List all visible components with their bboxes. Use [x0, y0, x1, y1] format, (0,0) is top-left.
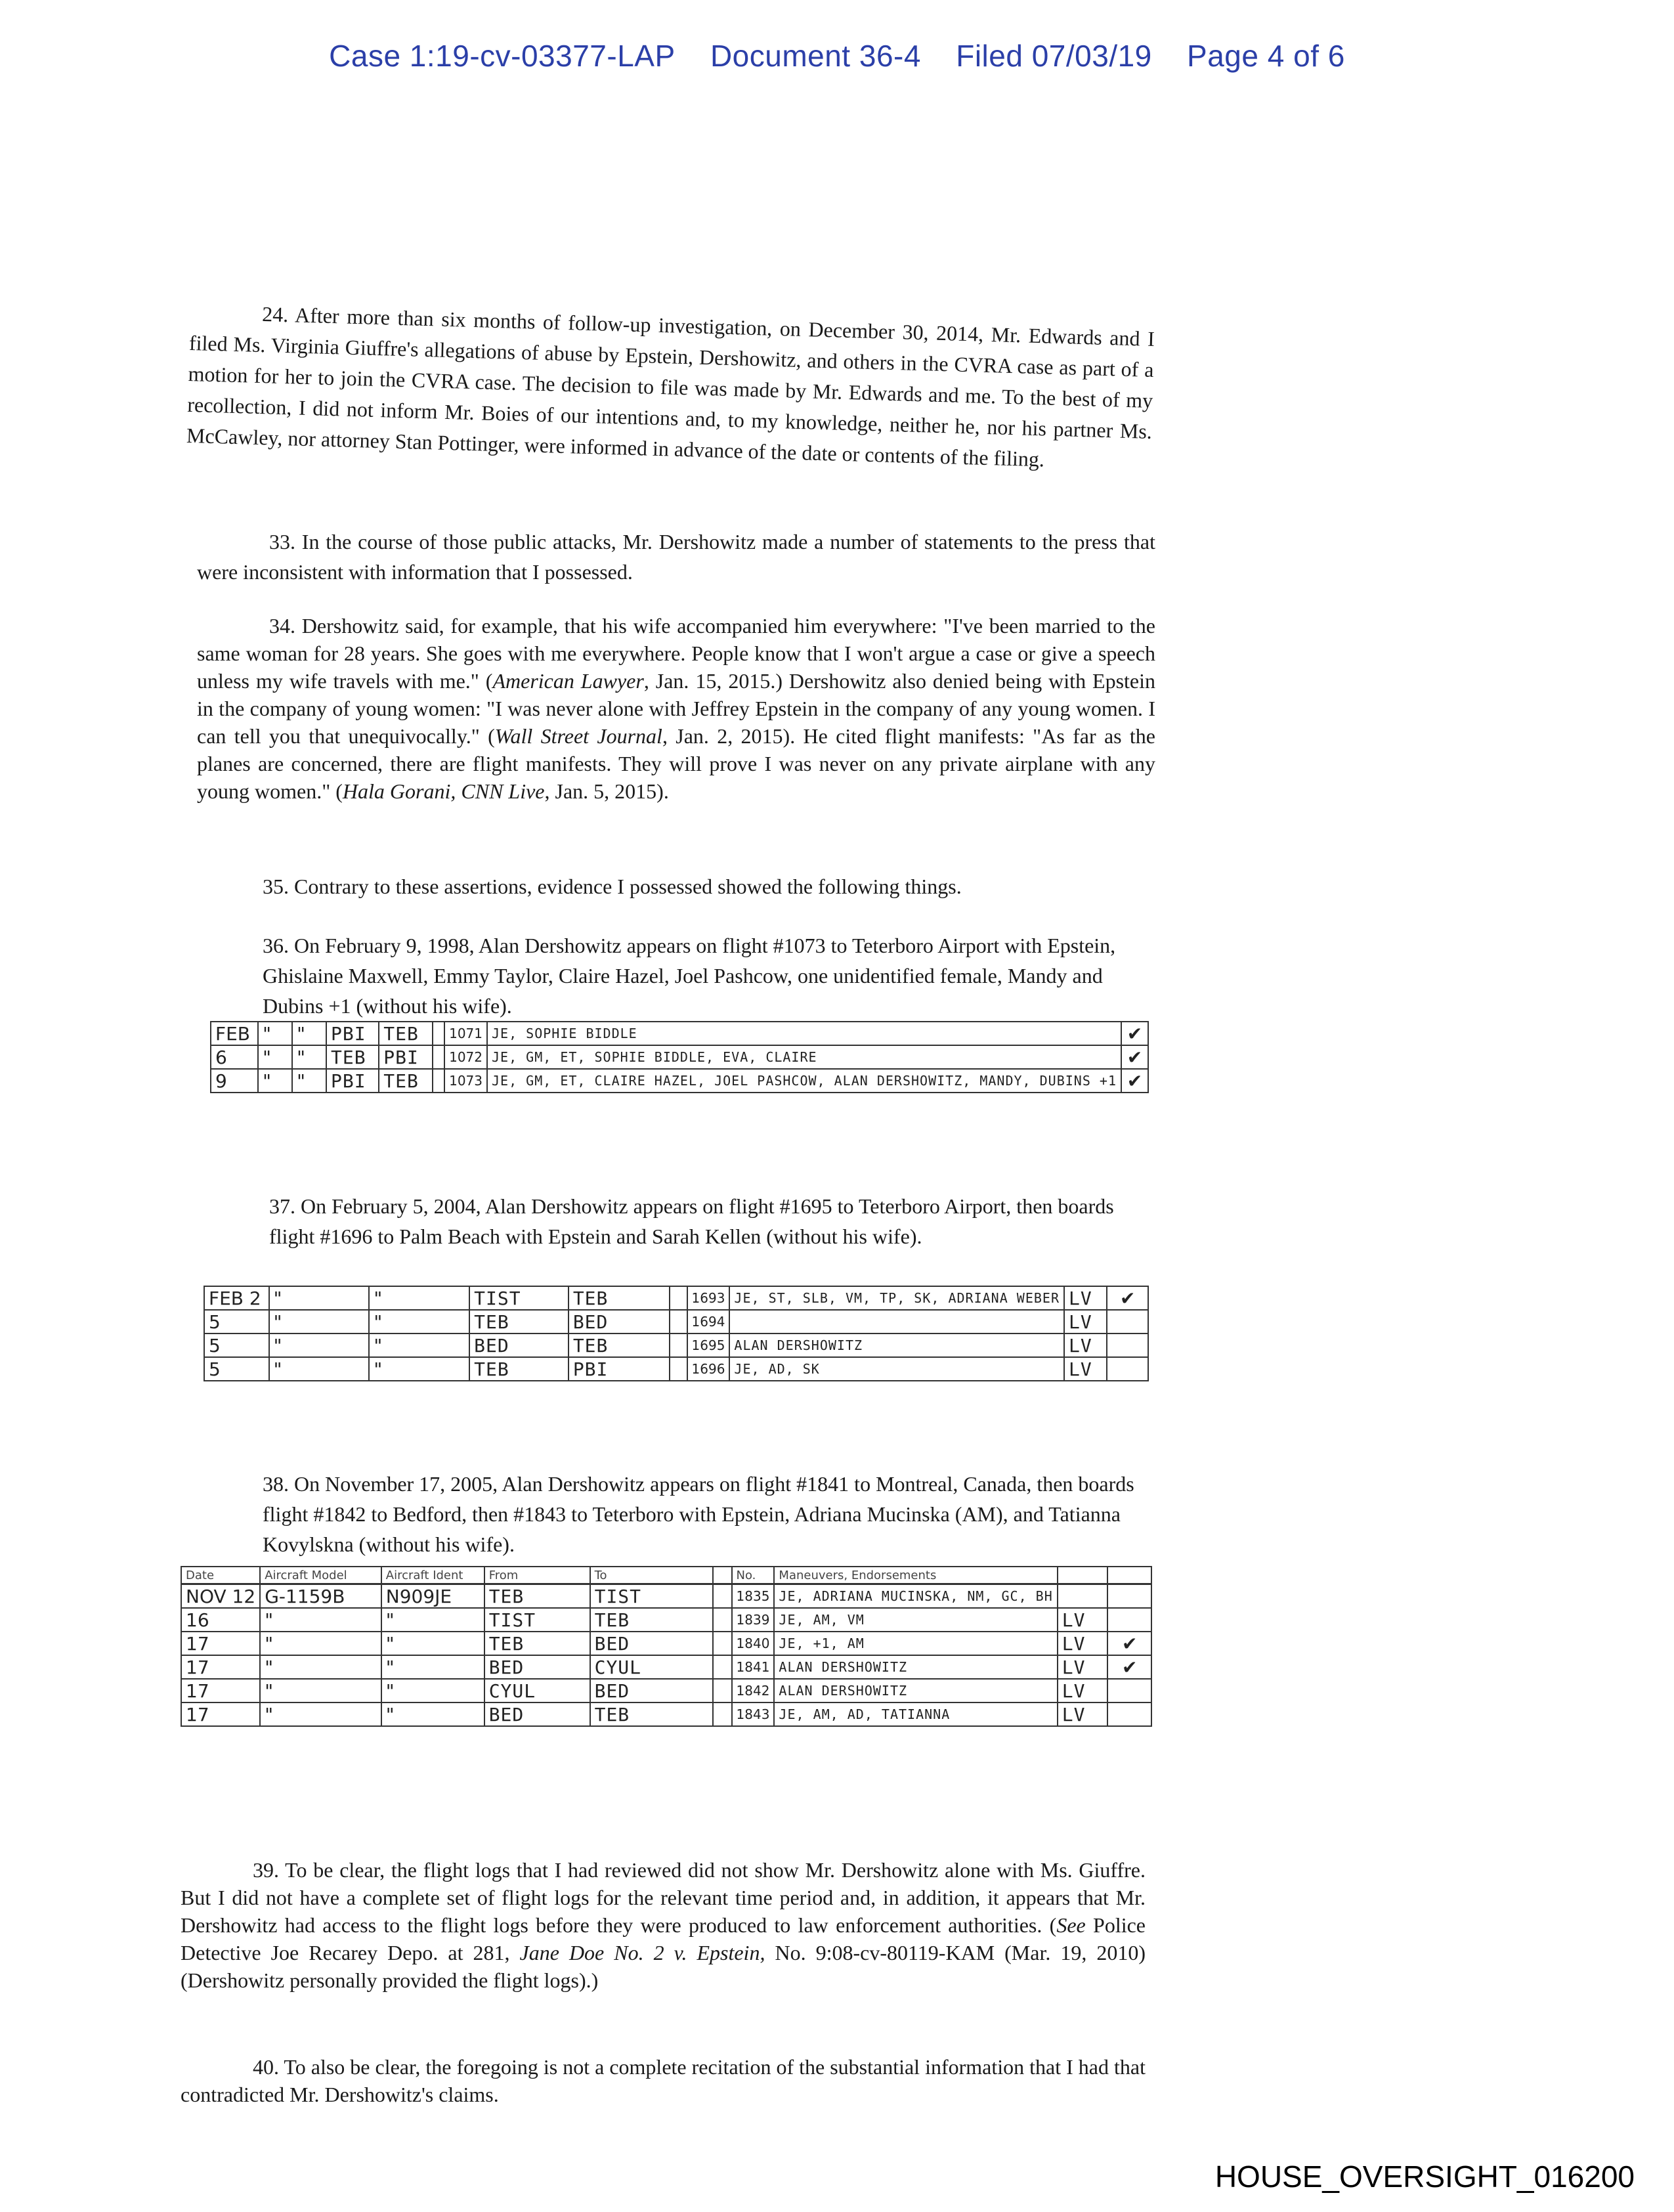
cell-passengers: JE, ADRIANA MUCINSKA, NM, GC, BH	[774, 1584, 1057, 1609]
cell-date: 17	[181, 1632, 260, 1655]
cell-check-mark	[1107, 1334, 1148, 1357]
paragraph-36: 36. On February 9, 1998, Alan Dershowitz appears on flight #1073 to Teterboro Airport with Epstein, Ghislaine Maxwell, Emmy Taylor, Claire Hazel, Joel Pashcow, one unidentified female, Mandy and Dubins +1 (without his wife).	[263, 934, 1116, 1018]
cell-spacer	[713, 1702, 731, 1726]
cell-aircraft-ident: "	[369, 1286, 469, 1310]
paragraph-33: 33. In the course of those public attacks, Mr. Dershowitz made a number of statements to the press that were inconsistent with information that I possessed.	[197, 530, 1155, 584]
header-date: Date	[181, 1567, 260, 1584]
table-row	[181, 1584, 1151, 1609]
cell-from: TEB	[469, 1310, 569, 1334]
cell-check-mark: ✔	[1107, 1286, 1148, 1310]
table-row	[181, 1702, 1151, 1726]
paragraph-34: 34. Dershowitz said, for example, that his wife accompanied him everywhere: "I've been married to the same woman for 28 years. She goes with me everywhere. People know that I won't argue a case or give a speech unless my wife travels with me." (American Lawyer, Jan. 15, 2015.) Dershowitz also denied being with Epstein in the company of young women: "I was never alone with Jeffrey Epstein in the company of any young women. I can tell you that unequivocally." (Wall Street Journal, Jan. 2, 2015). He cited flight manifests: "As far as the planes are concerned, there are flight manifests. They will prove I was never on any private airplane with any young women." (Hala Gorani, CNN Live, Jan. 5, 2015).	[197, 614, 1156, 803]
cell-aircraft-model: "	[258, 1022, 292, 1045]
cell-passengers: JE, AM, VM	[774, 1608, 1057, 1632]
cell-spacer	[433, 1045, 444, 1069]
cell-from: BED	[484, 1655, 590, 1679]
cell-flight-number: 1843	[732, 1702, 775, 1726]
cell-check-mark	[1107, 1679, 1151, 1702]
cell-check-mark	[1107, 1702, 1151, 1726]
cell-passengers: JE, SOPHIE BIDDLE	[487, 1022, 1121, 1045]
table-row	[204, 1310, 1148, 1334]
cell-aircraft-model: "	[258, 1069, 292, 1093]
table-row	[204, 1334, 1148, 1357]
cell-spacer	[670, 1357, 687, 1381]
cell-aircraft-ident: "	[381, 1608, 484, 1632]
cell-date: 5	[204, 1334, 269, 1357]
cell-to: BED	[590, 1679, 714, 1702]
cell-flight-number: 1694	[687, 1310, 730, 1334]
cell-check-mark: ✔	[1121, 1045, 1148, 1069]
flight-log-1998	[210, 1021, 1149, 1093]
cell-code: LV	[1064, 1310, 1107, 1334]
cell-passengers: JE, AD, SK	[729, 1357, 1064, 1381]
cell-to: TIST	[590, 1584, 714, 1609]
cell-spacer	[670, 1310, 687, 1334]
cell-aircraft-model: "	[260, 1655, 381, 1679]
table-row	[204, 1286, 1148, 1310]
cell-aircraft-model: "	[269, 1286, 370, 1310]
cell-spacer	[670, 1286, 687, 1310]
cell-to: TEB	[569, 1334, 670, 1357]
cell-aircraft-ident: "	[292, 1069, 326, 1093]
table-row	[211, 1045, 1148, 1069]
cell-passengers: ALAN DERSHOWITZ	[774, 1679, 1057, 1702]
cell-code: LV	[1058, 1608, 1108, 1632]
cell-flight-number: 1696	[687, 1357, 730, 1381]
cell-passengers: JE, +1, AM	[774, 1632, 1057, 1655]
cell-date: 16	[181, 1608, 260, 1632]
cell-aircraft-model: "	[258, 1045, 292, 1069]
document-number: Document 36-4	[710, 39, 921, 73]
cell-flight-number: 1835	[732, 1584, 775, 1609]
cell-from: CYUL	[484, 1679, 590, 1702]
table-row	[181, 1679, 1151, 1702]
cell-flight-number: 1695	[687, 1334, 730, 1357]
cell-spacer	[713, 1608, 731, 1632]
cell-code	[1058, 1584, 1108, 1609]
flight-log-2005	[181, 1566, 1152, 1727]
cell-flight-number: 1841	[732, 1655, 775, 1679]
cell-passengers	[729, 1310, 1064, 1334]
cell-passengers: ALAN DERSHOWITZ	[729, 1334, 1064, 1357]
cell-aircraft-ident: "	[369, 1310, 469, 1334]
cell-date: NOV 12	[181, 1584, 260, 1609]
cell-date: 17	[181, 1679, 260, 1702]
cell-flight-number: 1839	[732, 1608, 775, 1632]
cell-from: PBI	[326, 1069, 379, 1093]
bates-number: HOUSE_OVERSIGHT_016200	[1214, 2159, 1635, 2194]
cell-aircraft-ident: "	[292, 1045, 326, 1069]
cell-to: TEB	[590, 1608, 714, 1632]
cell-aircraft-model: "	[260, 1632, 381, 1655]
cell-check-mark	[1107, 1584, 1151, 1609]
cell-code: LV	[1064, 1334, 1107, 1357]
cell-check-mark	[1107, 1608, 1151, 1632]
cell-from: PBI	[326, 1022, 379, 1045]
cell-passengers: JE, GM, ET, SOPHIE BIDDLE, EVA, CLAIRE	[487, 1045, 1121, 1069]
cell-from: BED	[469, 1334, 569, 1357]
cell-code: LV	[1064, 1357, 1107, 1381]
cell-date: FEB	[211, 1022, 258, 1045]
page-number: Page 4 of 6	[1187, 39, 1345, 73]
cell-date: 9	[211, 1069, 258, 1093]
header-from: From	[484, 1567, 590, 1584]
table-row	[211, 1022, 1148, 1045]
cell-date: 5	[204, 1310, 269, 1334]
paragraph-35: 35. Contrary to these assertions, evidence I possessed showed the following things.	[263, 875, 962, 898]
case-header	[0, 38, 1674, 74]
cell-from: BED	[484, 1702, 590, 1726]
cell-spacer	[713, 1632, 731, 1655]
cell-flight-number: 1073	[444, 1069, 487, 1093]
cell-passengers: JE, GM, ET, CLAIRE HAZEL, JOEL PASHCOW, ALAN DERSHOWITZ, MANDY, DUBINS +1	[487, 1069, 1121, 1093]
cell-aircraft-model: "	[260, 1702, 381, 1726]
cell-flight-number: 1842	[732, 1679, 775, 1702]
cell-passengers: JE, AM, AD, TATIANNA	[774, 1702, 1057, 1726]
cell-to: BED	[569, 1310, 670, 1334]
table-row	[181, 1632, 1151, 1655]
table-header-row	[181, 1567, 1151, 1584]
header-to: To	[590, 1567, 714, 1584]
cell-to: CYUL	[590, 1655, 714, 1679]
cell-date: 17	[181, 1655, 260, 1679]
header-model: Aircraft Model	[260, 1567, 381, 1584]
paragraph-37: 37. On February 5, 2004, Alan Dershowitz appears on flight #1695 to Teterboro Airport, then boards flight #1696 to Palm Beach with Epstein and Sarah Kellen (without his wife).	[269, 1194, 1114, 1248]
header-ident: Aircraft Ident	[381, 1567, 484, 1584]
cell-from: TIST	[484, 1608, 590, 1632]
cell-aircraft-ident: "	[381, 1702, 484, 1726]
cell-check-mark: ✔	[1107, 1655, 1151, 1679]
paragraph-38: 38. On November 17, 2005, Alan Dershowitz appears on flight #1841 to Montreal, Canada, then boards flight #1842 to Bedford, then #1843 to Teterboro with Epstein, Adriana Mucinska (AM), and Tatianna Kovylskna (without his wife).	[263, 1472, 1134, 1556]
flight-log-2004	[204, 1286, 1149, 1381]
cell-date: 6	[211, 1045, 258, 1069]
header-no: No.	[732, 1567, 775, 1584]
table-row	[181, 1608, 1151, 1632]
cell-code: LV	[1064, 1286, 1107, 1310]
cell-aircraft-model: "	[260, 1608, 381, 1632]
cell-to: TEB	[379, 1022, 433, 1045]
cell-date: 17	[181, 1702, 260, 1726]
cell-check-mark: ✔	[1121, 1022, 1148, 1045]
cell-from: TEB	[469, 1357, 569, 1381]
cell-aircraft-model: "	[269, 1334, 370, 1357]
cell-date: 5	[204, 1357, 269, 1381]
cell-from: TEB	[484, 1584, 590, 1609]
cell-check-mark: ✔	[1121, 1069, 1148, 1093]
cell-from: TIST	[469, 1286, 569, 1310]
cell-to: TEB	[379, 1069, 433, 1093]
cell-aircraft-ident: "	[292, 1022, 326, 1045]
cell-check-mark	[1107, 1310, 1148, 1334]
cell-flight-number: 1840	[732, 1632, 775, 1655]
cell-from: TEB	[484, 1632, 590, 1655]
paragraph-24: 24. After more than six months of follow-up investigation, on December 30, 2014, Mr. Edwards and I filed Ms. Virginia Giuffre's allegations of abuse by Epstein, Dershowitz, and others in the CVRA case as part of a motion for her to join the CVRA case. The decision to file was made by Mr. Edwards and me. To the best of my recollection, I did not inform Mr. Boies of our intentions and, to my knowledge, neither he, nor his partner Ms. McCawley, nor attorney Stan Pottinger, were informed in advance of the date or contents of the filing.	[186, 302, 1155, 471]
table-row	[181, 1655, 1151, 1679]
cell-check-mark: ✔	[1107, 1632, 1151, 1655]
cell-spacer	[670, 1334, 687, 1357]
cell-aircraft-ident: "	[381, 1679, 484, 1702]
header-pax: Maneuvers, Endorsements	[774, 1567, 1057, 1584]
cell-date: FEB 2	[204, 1286, 269, 1310]
cell-spacer	[433, 1069, 444, 1093]
cell-spacer	[433, 1022, 444, 1045]
table-row	[204, 1357, 1148, 1381]
cell-code: LV	[1058, 1632, 1108, 1655]
cell-to: BED	[590, 1632, 714, 1655]
cell-code: LV	[1058, 1655, 1108, 1679]
cell-flight-number: 1072	[444, 1045, 487, 1069]
cell-to: PBI	[569, 1357, 670, 1381]
cell-from: TEB	[326, 1045, 379, 1069]
cell-spacer	[713, 1584, 731, 1609]
cell-check-mark	[1107, 1357, 1148, 1381]
cell-flight-number: 1693	[687, 1286, 730, 1310]
filed-date: Filed 07/03/19	[956, 39, 1152, 73]
cell-spacer	[713, 1655, 731, 1679]
cell-spacer	[713, 1679, 731, 1702]
cell-aircraft-ident: "	[381, 1632, 484, 1655]
paragraph-39: 39. To be clear, the flight logs that I had reviewed did not show Mr. Dershowitz alone with Ms. Giuffre. But I did not have a complete set of flight logs for the relevant time period and, in addition, it appears that Mr. Dershowitz had access to the flight logs before they were produced to law enforcement authorities. (See Police Detective Joe Recarey Depo. at 281, Jane Doe No. 2 v. Epstein, No. 9:08-cv-80119-KAM (Mar. 19, 2010) (Dershowitz personally provided the flight logs).)	[181, 1858, 1146, 1992]
cell-aircraft-ident: N909JE	[381, 1584, 484, 1609]
cell-passengers: JE, ST, SLB, VM, TP, SK, ADRIANA WEBER	[729, 1286, 1064, 1310]
cell-to: PBI	[379, 1045, 433, 1069]
paragraph-40: 40. To also be clear, the foregoing is not a complete recitation of the substantial information that I had that contradicted Mr. Dershowitz's claims.	[181, 2055, 1146, 2106]
cell-code: LV	[1058, 1702, 1108, 1726]
cell-flight-number: 1071	[444, 1022, 487, 1045]
cell-aircraft-ident: "	[381, 1655, 484, 1679]
cell-to: TEB	[569, 1286, 670, 1310]
case-number: Case 1:19-cv-03377-LAP	[329, 39, 676, 73]
cell-aircraft-model: "	[260, 1679, 381, 1702]
table-row	[211, 1069, 1148, 1093]
cell-aircraft-model: G-1159B	[260, 1584, 381, 1609]
cell-code: LV	[1058, 1679, 1108, 1702]
cell-aircraft-ident: "	[369, 1334, 469, 1357]
cell-passengers: ALAN DERSHOWITZ	[774, 1655, 1057, 1679]
cell-to: TEB	[590, 1702, 714, 1726]
cell-aircraft-ident: "	[369, 1357, 469, 1381]
cell-aircraft-model: "	[269, 1357, 370, 1381]
cell-aircraft-model: "	[269, 1310, 370, 1334]
